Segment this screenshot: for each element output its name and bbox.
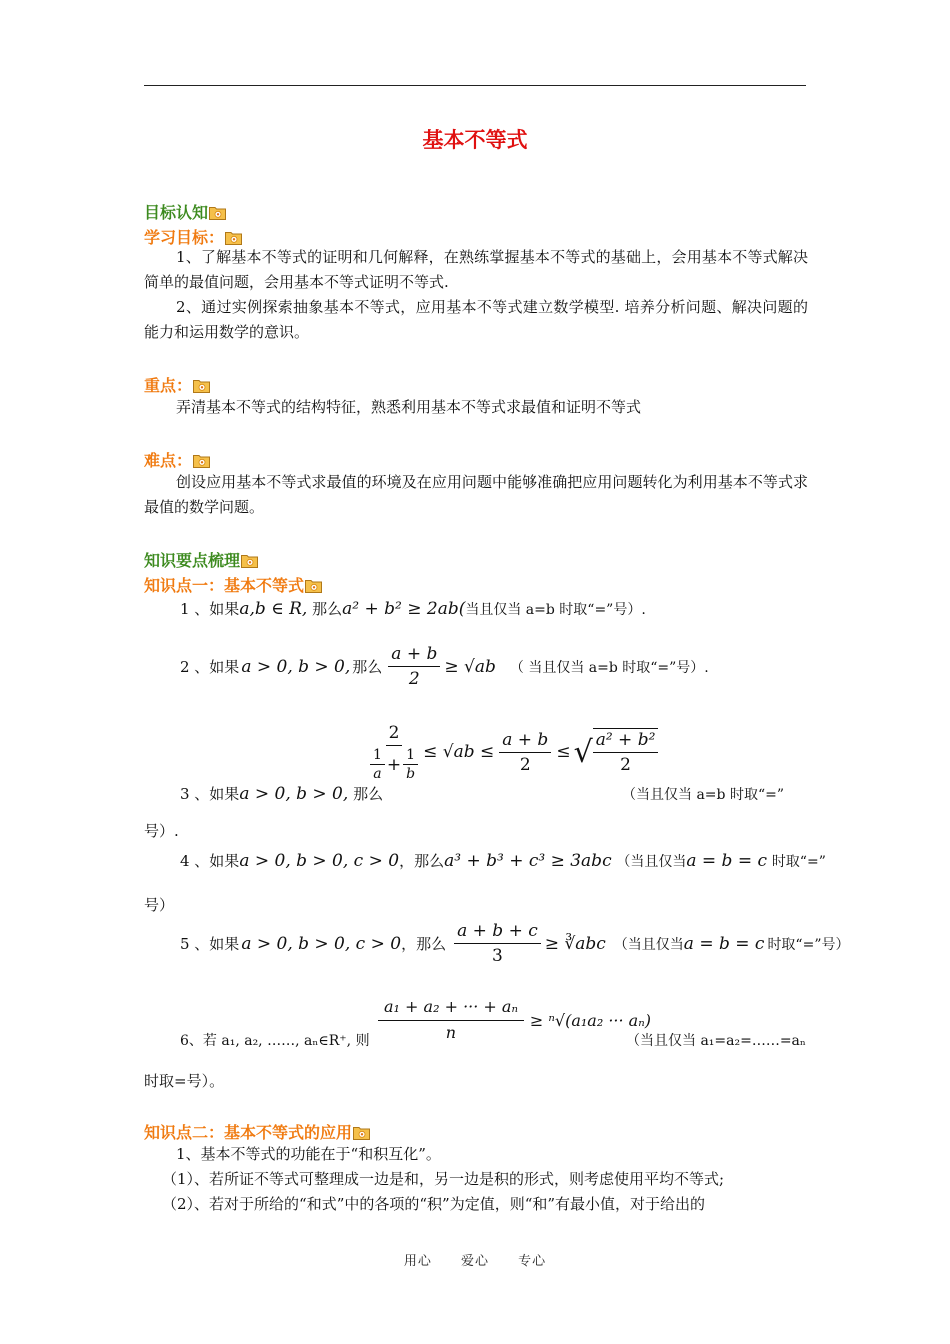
item-2-note: （ 当且仅当 a=b 时取“=”号）. <box>509 659 709 676</box>
item-6-rhs: ≥ ⁿ√(a₁a₂ ··· aₙ) <box>529 1010 651 1030</box>
item-2-denominator: 2 <box>408 669 420 689</box>
item-3-h-denominator <box>370 746 418 782</box>
item-2-numerator: a + b <box>388 643 440 667</box>
difficult-heading-text: 难点： <box>144 451 193 470</box>
item-4-note-b: 时取“=” <box>771 854 826 870</box>
item-4-note-cont: 号） <box>144 896 175 914</box>
key-heading <box>144 373 210 396</box>
item-1-prefix: 1 、如果 <box>180 600 240 618</box>
point1-heading <box>144 573 322 596</box>
item-5-denominator: 3 <box>492 946 503 966</box>
folder-icon <box>193 453 210 468</box>
item-5-note-b: 时取“=”号） <box>767 936 850 953</box>
item-3-note-cont: 号）. <box>144 822 179 840</box>
footer-item-1: 用心 <box>403 1254 432 1269</box>
item-4 <box>180 850 826 871</box>
item-4-condition: a > 0, b > 0, c > 0 <box>239 851 400 871</box>
point2-heading <box>144 1120 370 1143</box>
item-5-note-a: （当且仅当 <box>613 936 684 953</box>
item-2 <box>180 643 709 690</box>
item-2-then: 那么 <box>352 658 383 676</box>
study-goal-2: 2、通过实例探索抽象基本不等式，应用基本不等式建立数学模型. 培养分析问题、解决问题的能力和运用数学的意识。 <box>144 298 808 341</box>
knowledge-heading-text: 知识要点梳理 <box>144 551 241 570</box>
item-5-prefix: 5 、如果 <box>180 935 240 953</box>
item-3-q-denominator: 2 <box>620 755 631 775</box>
goal-heading-text: 目标认知 <box>144 203 209 222</box>
item-3-a-denominator: 2 <box>519 754 531 775</box>
item-1-then: 那么 <box>312 600 343 618</box>
item-3-arith <box>499 729 551 776</box>
item-1 <box>180 598 646 619</box>
item-1-formula: a² + b² ≥ 2ab( <box>342 599 466 619</box>
item-4-equality: a = b = c <box>686 851 768 871</box>
item-3-quadratic <box>593 728 659 776</box>
item-3 <box>180 783 383 804</box>
folder-icon <box>209 205 226 220</box>
item-1-note: 当且仅当 a=b 时取“=”号）. <box>465 602 646 618</box>
application-2: （1）、若所证不等式可整理成一边是和，另一边是积的形式，则考虑使用平均不等式; <box>162 1170 725 1188</box>
point1-heading-text: 知识点一：基本不等式 <box>144 576 305 595</box>
key-text-block <box>144 395 808 420</box>
item-2-prefix: 2 、如果 <box>180 658 240 676</box>
item-3-note: （当且仅当 a=b 时取“=” <box>622 787 784 803</box>
knowledge-heading <box>144 548 258 571</box>
page-footer <box>0 1250 950 1269</box>
application-1: 1、基本不等式的功能在于“和积互化”。 <box>176 1145 441 1163</box>
item-3-formula <box>370 722 658 782</box>
item-2-rhs: ≥ √ab <box>444 656 496 677</box>
item-3-sqrt-sign: √ <box>573 734 593 770</box>
item-6-fraction <box>378 996 524 1044</box>
point2-heading-text: 知识点二：基本不等式的应用 <box>144 1123 353 1142</box>
footer-item-3: 专心 <box>518 1254 547 1269</box>
item-3-h-b-num: 1 <box>403 747 418 765</box>
folder-icon <box>353 1125 370 1140</box>
item-5-then: ，那么 <box>401 935 447 953</box>
item-3-le2: ≤ <box>556 742 571 762</box>
item-4-then: ，那么 <box>399 852 445 870</box>
study-goals <box>144 245 808 345</box>
item-6-note-cont: 时取=号）。 <box>144 1072 225 1090</box>
key-heading-text: 重点： <box>144 376 193 395</box>
difficult-heading <box>144 448 210 471</box>
item-4-prefix: 4 、如果 <box>180 852 240 870</box>
item-6-formula <box>378 996 651 1044</box>
application-block <box>144 1142 808 1217</box>
item-2-condition: a > 0, b > 0, <box>241 656 351 677</box>
item-1-condition: a,b ∈ R, <box>239 599 308 619</box>
difficult-text-block <box>144 470 808 520</box>
item-3-le1: ≤ √ab ≤ <box>423 742 495 762</box>
item-3-prefix: 3 、如果 <box>180 785 240 803</box>
item-5-condition: a > 0, b > 0, c > 0 <box>241 933 402 954</box>
study-goal-1: 1、了解基本不等式的证明和几何解释，在熟练掌握基本不等式的基础上，会用基本不等式解决简单的最值问题，会用基本不等式证明不等式. <box>144 248 808 291</box>
item-3-h-b-den: b <box>406 766 416 782</box>
folder-icon <box>193 378 210 393</box>
item-6-denominator: n <box>445 1023 457 1042</box>
item-5-numerator: a + b + c <box>454 920 541 944</box>
item-3-harmonic <box>370 722 418 782</box>
item-5-rhs: ≥ ∛abc <box>544 933 606 954</box>
item-5-equality: a = b = c <box>683 933 765 954</box>
goal-heading <box>144 200 226 223</box>
study-goal-heading-text: 学习目标： <box>144 228 225 247</box>
folder-icon <box>241 553 258 568</box>
difficult-text: 创设应用基本不等式求最值的环境及在应用问题中能够准确把应用问题转化为利用基本不等式求最值的数学问题。 <box>144 473 808 516</box>
item-4-note-a: （当且仅当 <box>616 854 687 870</box>
item-3-condition: a > 0, b > 0, <box>239 784 349 804</box>
item-4-formula: a³ + b³ + c³ ≥ 3abc <box>444 851 612 871</box>
item-3-h-frac-a <box>370 747 385 782</box>
item-3-h-a-num: 1 <box>370 747 385 765</box>
page-title: 基本不等式 <box>422 128 528 152</box>
key-text: 弄清基本不等式的结构特征，熟悉利用基本不等式求最值和证明不等式 <box>176 398 642 416</box>
item-6-note: （当且仅当 a₁=a₂=……=aₙ <box>626 1033 806 1049</box>
item-6-numerator: a₁ + a₂ + ··· + aₙ <box>378 996 524 1021</box>
application-3: （2）、若对于所给的“和式”中的各项的“积”为定值，则“和”有最小值，对于给出的 <box>162 1195 706 1213</box>
folder-icon <box>305 578 322 593</box>
item-3-h-frac-b <box>403 747 418 782</box>
item-3-h-numerator: 2 <box>386 722 403 746</box>
header-rule <box>144 85 806 86</box>
item-3-a-numerator: a + b <box>499 729 551 753</box>
item-3-then: 那么 <box>353 785 384 803</box>
item-6-prefix: 6、若 a₁, a₂, ……, aₙ∈R⁺, 则 <box>180 1033 370 1049</box>
item-2-fraction <box>388 643 440 690</box>
item-5 <box>180 920 849 967</box>
item-3-h-a-den: a <box>373 766 382 782</box>
footer-item-2: 爱心 <box>460 1254 489 1269</box>
item-5-fraction <box>454 920 541 967</box>
item-3-q-numerator: a² + b² <box>593 729 659 753</box>
item-3-h-plus: + <box>386 754 402 775</box>
folder-icon <box>225 230 242 245</box>
